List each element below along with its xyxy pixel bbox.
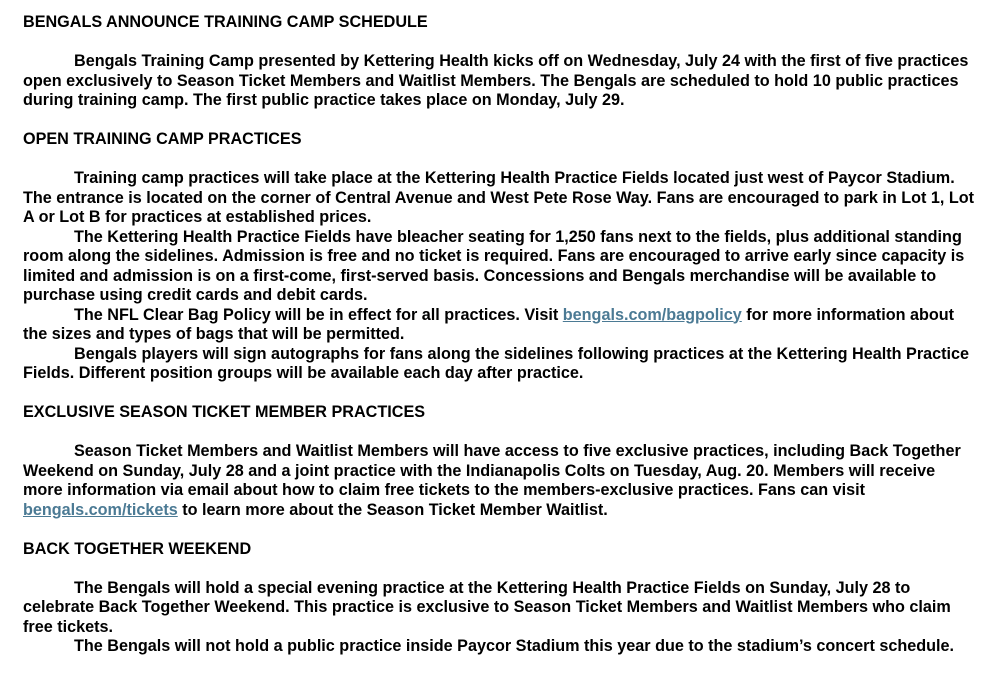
- spacer: [23, 384, 978, 404]
- spacer: [23, 33, 978, 53]
- back-together-practice-paragraph: The Bengals will hold a special evening practice at the Kettering Health Practice Fields on Sunday, July 28 to celebrate Back Together Weekend. This practice is exclusive to Season Ticket Members and Waitlist Members who claim free tickets.: [23, 578, 951, 636]
- tickets-link[interactable]: bengals.com/tickets: [23, 500, 178, 519]
- bag-policy-text-before: The NFL Clear Bag Policy will be in effect for all practices. Visit: [74, 305, 563, 324]
- spacer: [23, 111, 978, 131]
- exclusive-practices-paragraph: [23, 442, 978, 520]
- spacer: [23, 520, 978, 540]
- spacer: [23, 559, 978, 579]
- open-practices-bag-policy-paragraph: [23, 306, 978, 345]
- open-practices-autographs-paragraph: Bengals players will sign autographs for fans along the sidelines following practices at the Kettering Health Practice Fields. Different position groups will be available each day after practice.: [23, 344, 970, 382]
- back-together-stadium-paragraph: The Bengals will not hold a public practice inside Paycor Stadium this year due to the stadium’s concert schedule.: [74, 637, 955, 655]
- open-practices-location-paragraph: Training camp practices will take place at the Kettering Health Practice Fields located just west of Paycor Stadium. The entrance is located on the corner of Central Avenue and West Pete Rose Way. Fans are encouraged to park in Lot 1, Lot A or Lot B for practices at established prices.: [23, 169, 975, 226]
- bag-policy-text-after: for more information about the sizes and types of bags that will be permitted.: [23, 305, 955, 343]
- intro-paragraph: Bengals Training Camp presented by Kettering Health kicks off on Wednesday, July 24 with the first of five practices open exclusively to Season Ticket Members and Waitlist Members. The Bengals are scheduled to hold 10 public practices during training camp. The first public practice takes place on Monday, July 29.: [23, 52, 969, 109]
- tickets-text-after: to learn more about the Season Ticket Member Waitlist.: [177, 500, 608, 519]
- spacer: [23, 150, 978, 170]
- exclusive-practices-heading: EXCLUSIVE SEASON TICKET MEMBER PRACTICES: [23, 403, 426, 421]
- open-practices-seating-paragraph: The Kettering Health Practice Fields have bleacher seating for 1,250 fans next to the fields, plus additional standing room along the sidelines. Admission is free and no ticket is required. Fans are encouraged to arrive early since capacity is limited and admission is on a first-come, first-served basis. Concessions and Bengals merchandise will be available to purchase using credit cards and debit cards.: [23, 227, 965, 304]
- open-practices-heading: OPEN TRAINING CAMP PRACTICES: [23, 130, 302, 148]
- spacer: [23, 423, 978, 443]
- tickets-text-before: Season Ticket Members and Waitlist Members will have access to five exclusive practices, including Back Together Weekend on Sunday, July 28 and a joint practice with the Indianapolis Colts on Tuesday, Aug. 20. Members will receive more information via email about how to claim free tickets to the members-exclusive practices. Fans can visit: [23, 442, 961, 499]
- bag-policy-link[interactable]: bengals.com/bagpolicy: [562, 305, 742, 324]
- page-title: BENGALS ANNOUNCE TRAINING CAMP SCHEDULE: [23, 13, 428, 31]
- document-body: [23, 13, 978, 657]
- back-together-heading: BACK TOGETHER WEEKEND: [23, 539, 252, 558]
